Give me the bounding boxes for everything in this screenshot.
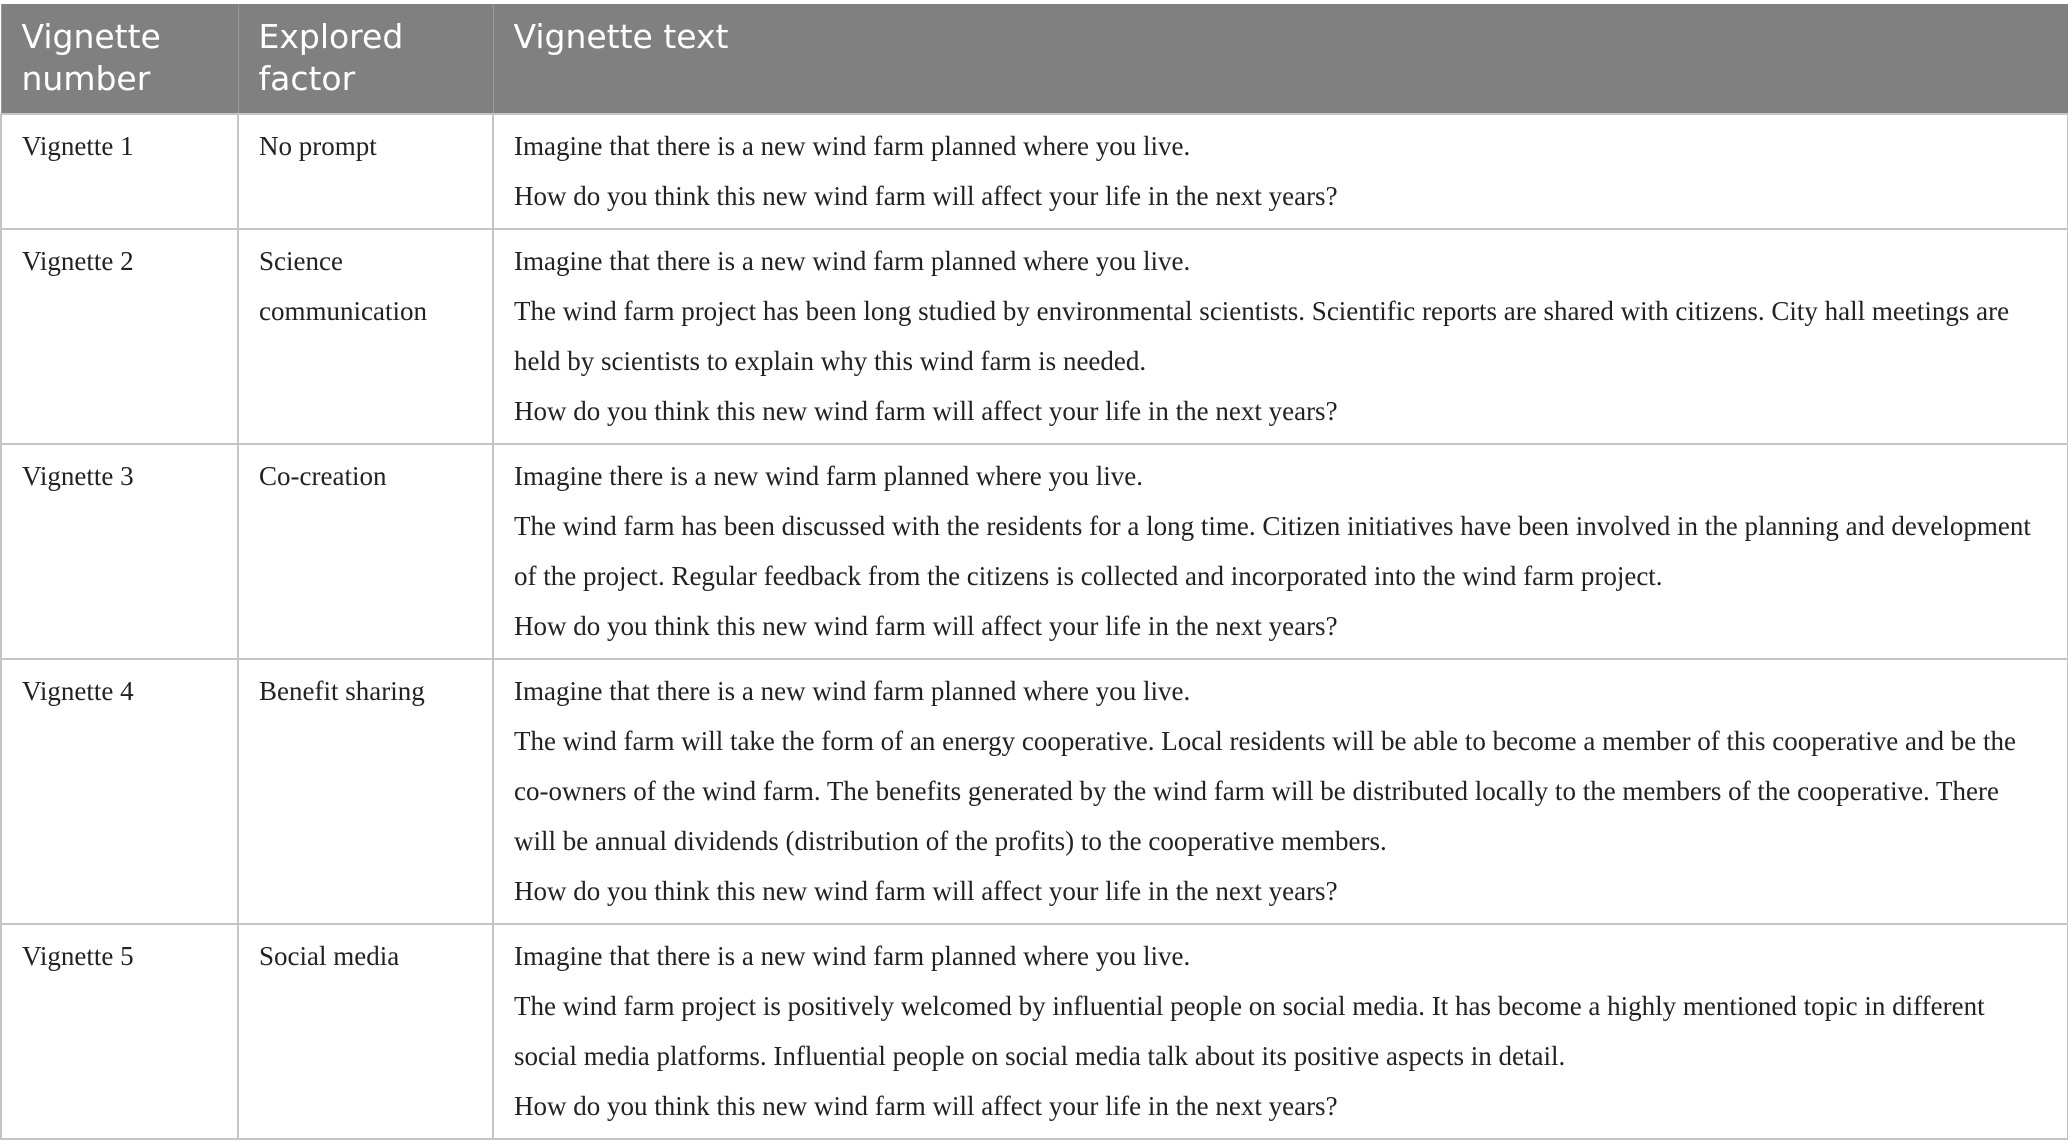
table-row — [1, 659, 2068, 924]
vignette-text-cell — [493, 924, 2068, 1139]
vignette-number-cell: Vignette 4 — [1, 659, 238, 924]
header-vignette-number: Vignette number — [1, 4, 238, 114]
vignette-text-paragraph: The wind farm project has been long studied by environmental scientists. Scientific reports are shared with citizens. City hall meetings are held by scientists to explain why this wind farm is needed. — [514, 296, 2010, 376]
vignette-text-paragraph: How do you think this new wind farm will affect your life in the next years? — [514, 181, 1338, 211]
explored-factor-cell: Benefit sharing — [238, 659, 493, 924]
explored-factor-cell: Social media — [238, 924, 493, 1139]
table-row — [1, 444, 2068, 659]
vignette-text-paragraph: The wind farm will take the form of an energy cooperative. Local residents will be able to become a member of this cooperative and be the co-owners of the wind farm. The benefits generated by the wind farm will be distributed locally to the members of the cooperative. There will be annual dividends (distribution of the profits) to the cooperative members. — [514, 726, 2016, 856]
header-explored-factor: Explored factor — [238, 4, 493, 114]
vignette-text-cell — [493, 659, 2068, 924]
vignette-text-paragraph: How do you think this new wind farm will affect your life in the next years? — [514, 611, 1338, 641]
explored-factor-cell: Co-creation — [238, 444, 493, 659]
explored-factor-cell: No prompt — [238, 114, 493, 229]
vignette-text-cell — [493, 114, 2068, 229]
header-vignette-text: Vignette text — [493, 4, 2068, 114]
vignette-text-paragraph: Imagine that there is a new wind farm planned where you live. — [514, 246, 1191, 276]
vignette-table — [0, 4, 2068, 1140]
vignette-text-paragraph: The wind farm has been discussed with the residents for a long time. Citizen initiatives have been involved in the planning and development of the project. Regular feedback from the citizens is collected and incorporated into the wind farm project. — [514, 511, 2031, 591]
vignette-text-paragraph: How do you think this new wind farm will affect your life in the next years? — [514, 396, 1338, 426]
vignette-text-paragraph: Imagine there is a new wind farm planned where you live. — [514, 461, 1144, 491]
vignette-text-paragraph: Imagine that there is a new wind farm planned where you live. — [514, 676, 1191, 706]
vignette-text-paragraph: How do you think this new wind farm will affect your life in the next years? — [514, 1091, 1338, 1121]
vignette-text-paragraph: How do you think this new wind farm will affect your life in the next years? — [514, 876, 1338, 906]
explored-factor-cell: Science communication — [238, 229, 493, 444]
vignette-number-cell: Vignette 5 — [1, 924, 238, 1139]
vignette-number-cell: Vignette 3 — [1, 444, 238, 659]
table-row — [1, 924, 2068, 1139]
vignette-text-paragraph: Imagine that there is a new wind farm planned where you live. — [514, 131, 1191, 161]
table-row — [1, 114, 2068, 229]
vignette-number-cell: Vignette 2 — [1, 229, 238, 444]
table-row — [1, 229, 2068, 444]
vignette-number-cell: Vignette 1 — [1, 114, 238, 229]
vignette-text-cell — [493, 229, 2068, 444]
vignette-text-paragraph: The wind farm project is positively welcomed by influential people on social media. It has become a highly mentioned topic in different social media platforms. Influential people on social media talk about its positive aspects in detail. — [514, 991, 1985, 1071]
table-header-row — [1, 4, 2068, 114]
vignette-text-paragraph: Imagine that there is a new wind farm planned where you live. — [514, 941, 1191, 971]
vignette-text-cell — [493, 444, 2068, 659]
